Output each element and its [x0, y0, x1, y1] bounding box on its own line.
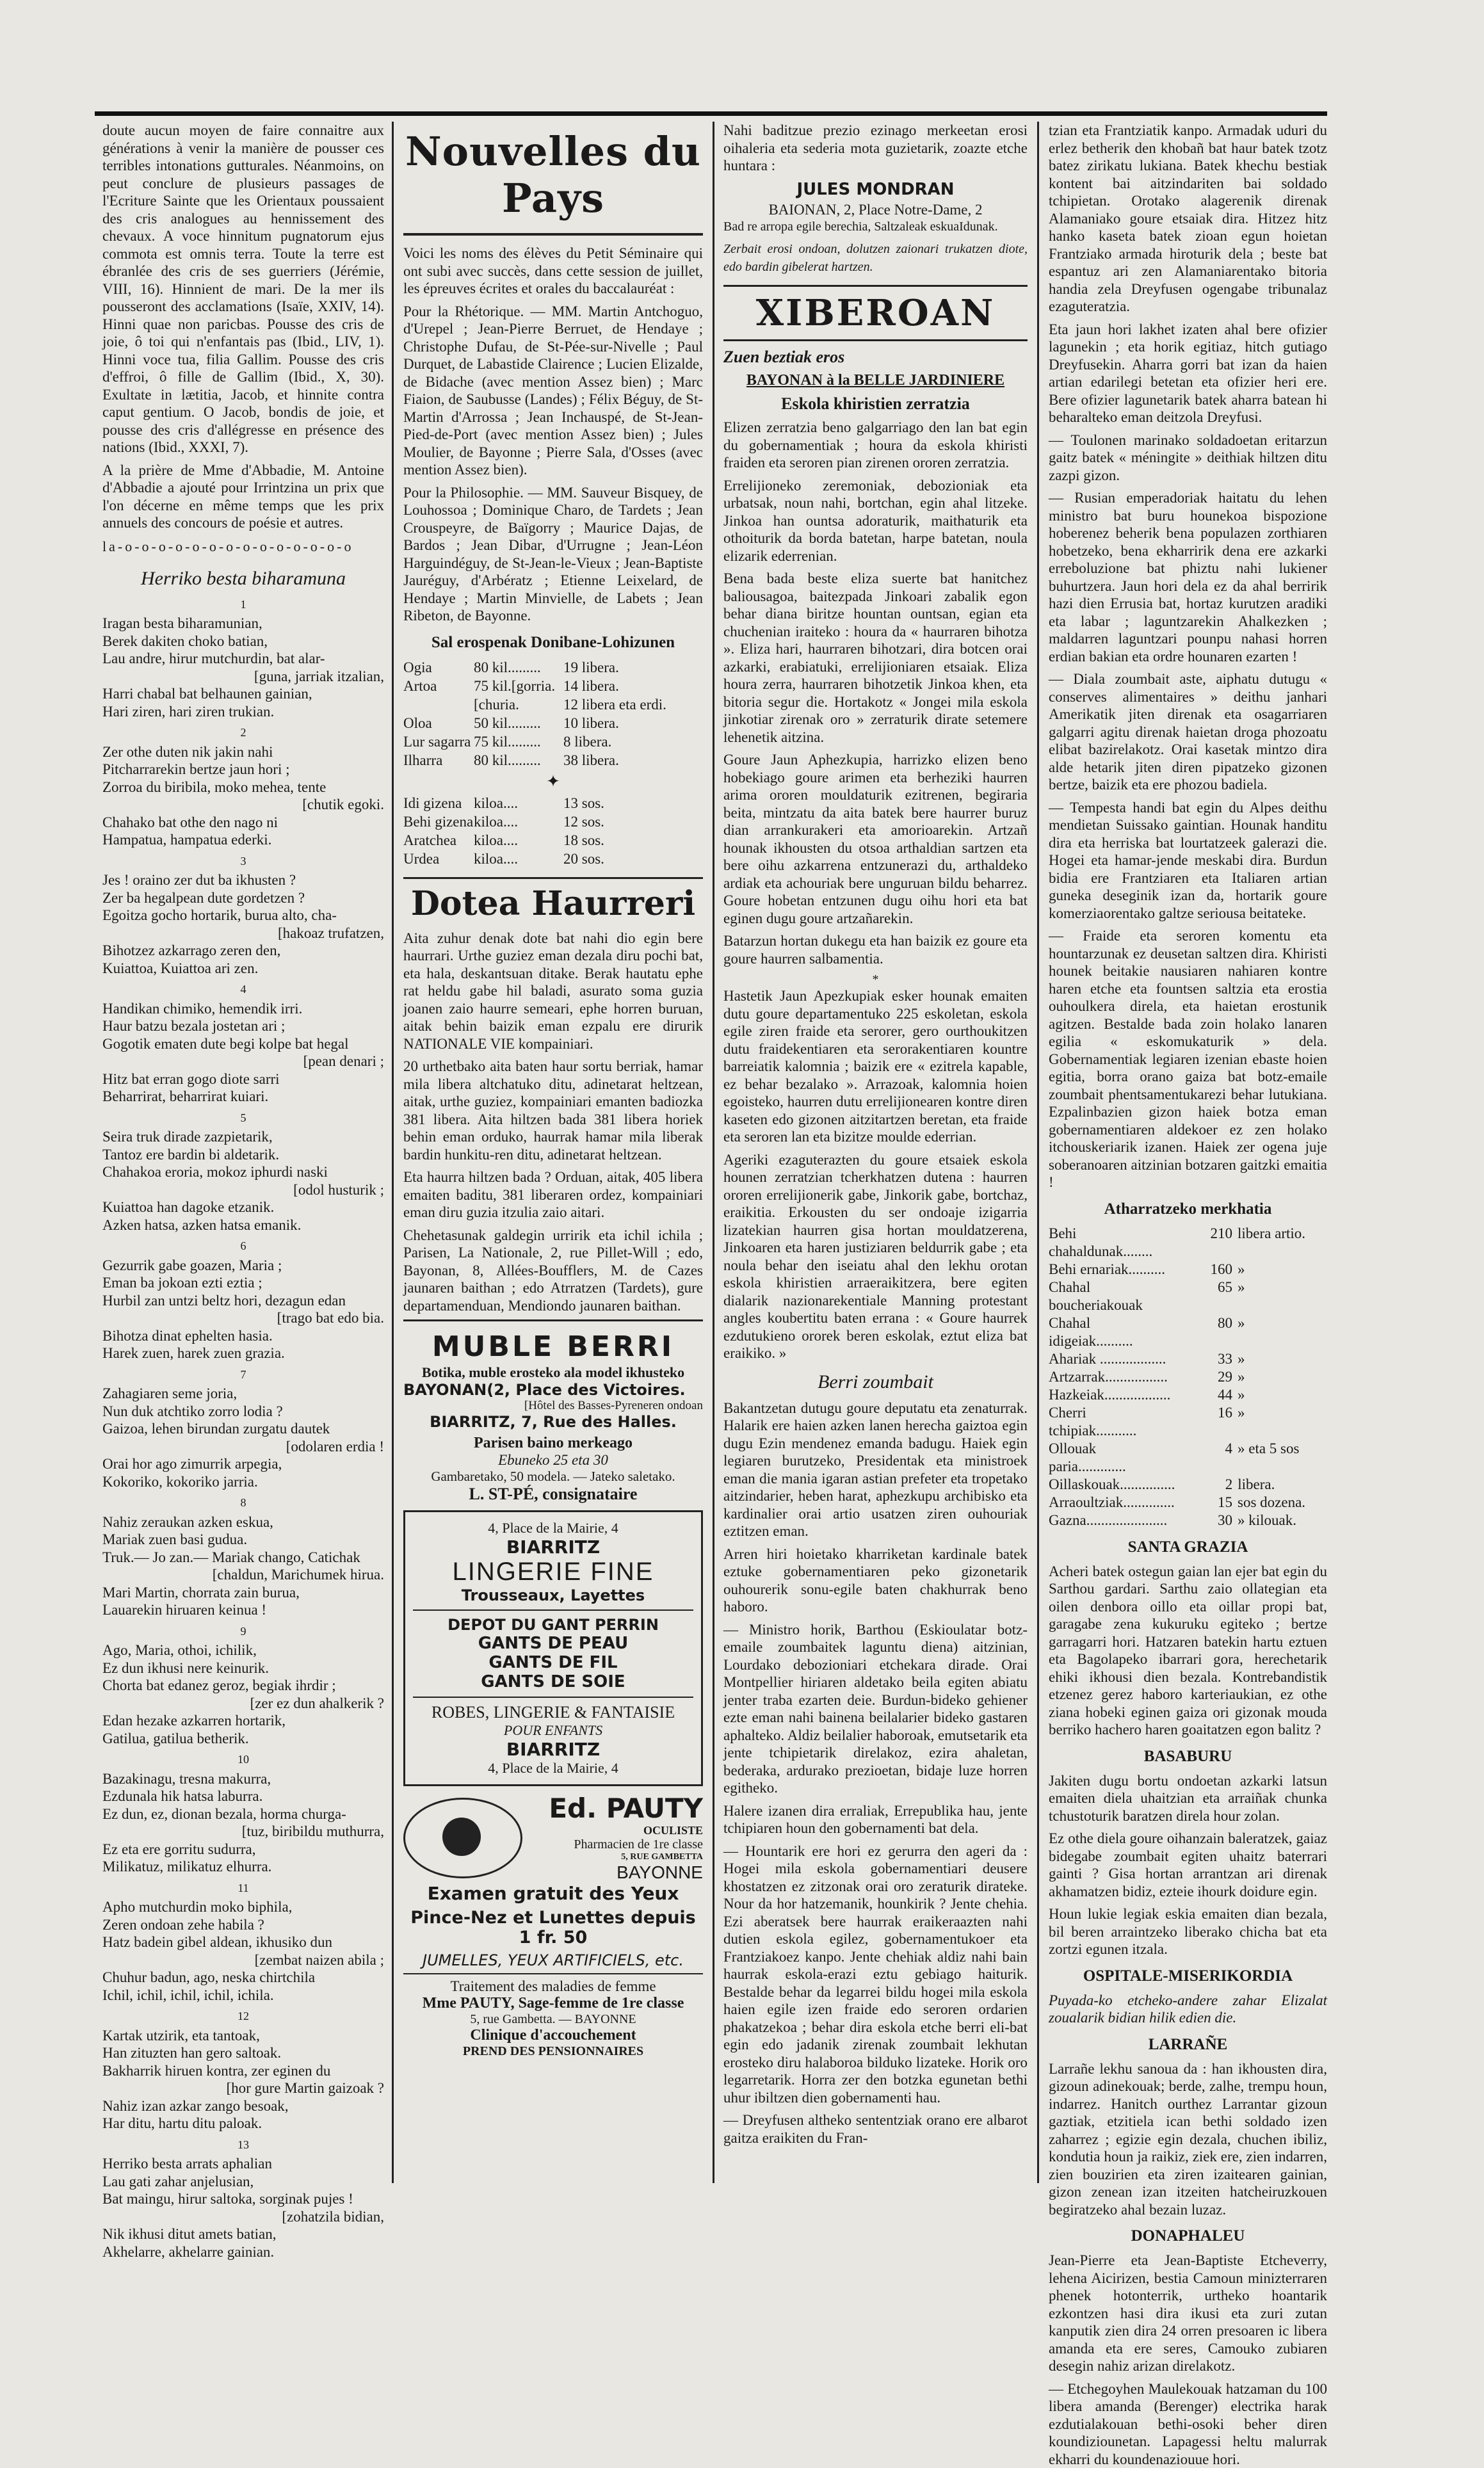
poem-line: Zer ba hegalpean dute gordetzen ?: [102, 889, 384, 907]
muble-address-note: [Hôtel des Basses-Pyreneren ondoan: [403, 1399, 703, 1413]
market-cell-r: »: [1232, 1368, 1327, 1386]
stanza-number: 13: [102, 2136, 384, 2154]
market-cell-r: »: [1232, 1314, 1327, 1350]
ad-robes: ROBES, LINGERIE & FANTAISIE: [413, 1703, 693, 1722]
poem-line: Ez eta ere gorritu sudurra,: [102, 1841, 384, 1859]
column-divider: [713, 122, 714, 2183]
poem-line: Chahakoa eroria, mokoz iphurdi naski: [102, 1163, 384, 1181]
sal-cell-name: Ogia: [403, 658, 474, 677]
market-cell-m: 80: [1175, 1314, 1232, 1350]
poem-line: [odolaren erdia !: [102, 1438, 384, 1456]
sal-cell-qty: kiloa....: [474, 812, 563, 831]
berri-title: Berri zoumbait: [723, 1371, 1028, 1393]
column-divider: [392, 122, 394, 2183]
poem-line: [tuz, biribildu muthurra,: [102, 1823, 384, 1841]
sal-cell-price: 14 libera.: [563, 677, 619, 695]
poem-line: Hurbil zan untzi beltz hori, dezagun edan: [102, 1292, 384, 1310]
stanza-number: 2: [102, 724, 384, 742]
poem-line: Bat maingu, hirur saltoka, sorginak pujes !: [102, 2190, 384, 2208]
poem-line: Edan hezake azkarren hortarik,: [102, 1712, 384, 1730]
stanza-number: 3: [102, 853, 384, 871]
column-3: [723, 122, 1028, 2202]
stanza-number: 11: [102, 1880, 384, 1898]
poem-line: Hari ziren, hari ziren trukian.: [102, 703, 384, 721]
muble-address: BAYONAN(2, Place des Victoires.: [403, 1381, 703, 1399]
poem-line: Truk.— Jo zan.— Mariak chango, Catichak: [102, 1549, 384, 1567]
sal-cell-name: Lur sagarra: [403, 732, 474, 751]
poem-line: Zahagiaren seme joria,: [102, 1385, 384, 1403]
poem-line: Berek dakiten choko batian,: [102, 633, 384, 650]
pauty-street: 5, RUE GAMBETTA: [549, 1852, 703, 1862]
divider: [403, 1973, 703, 1974]
poem-title: Herriko besta biharamuna: [102, 568, 384, 590]
market-cell-l: Ahariak ..................: [1049, 1350, 1175, 1368]
sal-cell-name: Idi gizena: [403, 794, 474, 812]
poem-line: Chahako bat othe den nago ni: [102, 814, 384, 832]
ospitale-title: OSPITALE-MISERIKORDIA: [1049, 1967, 1327, 1985]
ad-gants: GANTS DE FIL: [413, 1653, 693, 1672]
market-cell-l: Behi chahaldunak........: [1049, 1225, 1175, 1261]
poem-line: Iragan besta biharamunian,: [102, 615, 384, 633]
poem-line: Seira truk dirade zazpietarik,: [102, 1128, 384, 1146]
market-cell-r: »: [1232, 1278, 1327, 1314]
sal-cell-qty: kiloa....: [474, 794, 563, 812]
poem-line: [chaldun, Marichumek hirua.: [102, 1566, 384, 1584]
article-paragraph: — Ministro horik, Barthou (Eskioulatar botz-emaile zoumbaitek laguntu diena) aitzinian, Lourdako debozioniari etchekara dirade. Orai Montpellier hiriaren aldetako beila egiten abiatu jenter traba ezarten deie. Burdun-bideko gehiener ezte eman nahi bainena beilalarier bideko gastaren aphalteko. Aldiz beilalier haboroak, emutsetarik eta jente tchipietarik direlakoz, ezira ahaletan, bederaka, ardurako prezioetan, bidaje luze horren egitheko.: [723, 1621, 1028, 1797]
stanza-number: 6: [102, 1238, 384, 1255]
muble-signature: L. ST-PÉ, consignataire: [403, 1485, 703, 1504]
poem-line: Beharrirat, beharrirat kuiari.: [102, 1088, 384, 1106]
article-paragraph: Bena bada beste eliza suerte bat hanitchez baliousagoa, baitezpada Jinkoari zabalik egon behar diana biritze hountan ountsan, egian eta chuchenian iraiteko : houra da « haurraren bihotza ». Eliza hari, haurraren bihotzari, dira botcen orai azkarki, erabiatuki, errelijioniaren etsaiak. Eliza houra zerra, haurraren bihotzetik Jinkoa khen, eta bitoria segur die. Hortakotz « Jongei mila eskola jinkotiar zirenak oro » zerraturik dirate setemere lehenetik aitzina.: [723, 570, 1028, 746]
sal-cell-price: 8 libera.: [563, 732, 611, 751]
poem-line: Zeren ondoan zehe habila ?: [102, 1916, 384, 1934]
poem-line: Bihotza dinat ephelten hasia.: [102, 1327, 384, 1345]
poem-line: Tantoz ere bardin bi aldetarik.: [102, 1146, 384, 1164]
poem-line: Pitcharrarekin bertze jaun hori ;: [102, 761, 384, 778]
pauty-pince: Pince-Nez et Lunettes depuis 1 fr. 50: [403, 1908, 703, 1948]
sal-cell-name: Artoa: [403, 677, 474, 695]
poem-line: Gatilua, gatilua betherik.: [102, 1730, 384, 1748]
poem-line: Kuiattoa, Kuiattoa ari zen.: [102, 960, 384, 978]
poem-line: Jes ! oraino zer dut ba ikhusten ?: [102, 871, 384, 889]
article-paragraph: Arren hiri hoietako kharriketan kardinale batek eztuke gobernamentiaren peko gizonetarik ouhourerik sonu-egile baten chakhurrak beno haboro.: [723, 1545, 1028, 1616]
poem-line: Milikatuz, milikatuz elhurra.: [102, 1858, 384, 1876]
merkhatia-title: Atharratzeko merkhatia: [1049, 1200, 1327, 1218]
sal-cell-name: Aratchea: [403, 831, 474, 850]
poem-line: Ago, Maria, othoi, ichilik,: [102, 1641, 384, 1659]
poem: [102, 596, 384, 2261]
sal-row: [403, 751, 703, 770]
lingerie-ad: [403, 1510, 703, 1786]
market-row: [1049, 1350, 1327, 1368]
article-paragraph: Puyada-ko etcheko-andere zahar Elizalat zoualarik bidian hilik edien die.: [1049, 1992, 1327, 2027]
eskola-title: Eskola khiristien zerratzia: [723, 394, 1028, 414]
ad-gants: GANTS DE PEAU: [413, 1634, 693, 1653]
poem-line: Gogotik ematen dute begi kolpe bat hegal: [102, 1035, 384, 1053]
poem-line: Chuhur badun, ago, neska chirtchila: [102, 1969, 384, 1987]
market-row: [1049, 1440, 1327, 1476]
poem-line: Herriko besta arrats aphalian: [102, 2155, 384, 2173]
section-masthead: Nouvelles du Pays: [403, 122, 703, 236]
sal-cell-price: 18 sos.: [563, 831, 604, 850]
stanza-number: 10: [102, 1751, 384, 1769]
poem-line: [zembat naizen abila ;: [102, 1951, 384, 1969]
sal-cell-qty: 75 kil.........: [474, 732, 563, 751]
market-cell-m: 16: [1175, 1404, 1232, 1440]
market-cell-m: 30: [1175, 1512, 1232, 1529]
poem-line: Nahiz zeraukan azken eskua,: [102, 1513, 384, 1531]
sal-row: [403, 658, 703, 677]
sal-row: [403, 714, 703, 732]
article-paragraph: Larrañe lekhu sanoua da : han ikhousten dira, gizoun adinekouak; berde, zalhe, trempu houn, indarrez. Hanitch ourthez Larrantar gizoun gaztiak, etzitiela ican bethi soldado izen zaharrez ; egizie egin dezala, chuchen ibiliz, kondutia houn ja raikiz, ziek ere, zien indarren, zien bouzirien eta ziren izaitearen gainian, gizon zenean izan itzeiten hatcheiruzkouen begiratzeko ahal bezain luzaz.: [1049, 2060, 1327, 2219]
ad-depot: DEPOT DU GANT PERRIN: [413, 1616, 693, 1634]
market-cell-r: »: [1232, 1261, 1327, 1278]
poem-line: Hatz badein gibel aldean, ikhusiko dun: [102, 1933, 384, 1951]
market-cell-l: Cherri tchipiak...........: [1049, 1404, 1175, 1440]
ad-city: BIARRITZ: [413, 1536, 693, 1558]
sal-row: [403, 695, 703, 714]
article-paragraph: — Toulonen marinako soldadoetan eritarzun gaitz batek « méningite » deithiak hiltzen ditu zazpi gizon.: [1049, 431, 1327, 485]
dotea-paragraph: Chehetasunak galdegin urririk eta ichil ichila ; Parisen, La Nationale, 2, rue Pillet-Will ; edo, Bayonan, 8, Allées-Boufflers, M. de Cazes jaunaren baithan ; edo Atrratzen (Tardets), gure departamenduan, Mendiondo jaunaren baithan.: [403, 1227, 703, 1315]
market-cell-m: 29: [1175, 1368, 1232, 1386]
sal-cell-price: 20 sos.: [563, 850, 604, 868]
poem-line: Harek zuen, harek zuen grazia.: [102, 1344, 384, 1362]
market-cell-r: »: [1232, 1386, 1327, 1404]
poem-line: Lau andre, hirur mutchurdin, bat alar-: [102, 650, 384, 668]
poem-line: Haur batzu bezala jostetan ari ;: [102, 1017, 384, 1035]
market-cell-l: Ollouak paria.............: [1049, 1440, 1175, 1476]
market-cell-l: Oillaskouak...............: [1049, 1476, 1175, 1494]
poem-line: Eman ba jokoan ezti eztia ;: [102, 1274, 384, 1292]
ornament-divider: *: [723, 972, 1028, 987]
ad-rule: [413, 1697, 693, 1698]
article-paragraph: Houn lukie legiak eskia emaiten dian bezala, bil beren arraintzeko liberako chicha bat eta zortzi egunen itzala.: [1049, 1905, 1327, 1958]
poem-line: Orai hor ago zimurrik arpegia,: [102, 1455, 384, 1473]
poem-line: Ichil, ichil, ichil, ichil, ichila.: [102, 1987, 384, 2004]
poem-line: Hitz bat erran gogo diote sarri: [102, 1070, 384, 1088]
poem-line: Chorta bat edanez geroz, begiak ihrdir ;: [102, 1677, 384, 1695]
poem-line: Nik ikhusi ditut amets batian,: [102, 2225, 384, 2243]
sal-row: [403, 677, 703, 695]
ad-enfants: POUR ENFANTS: [413, 1722, 693, 1739]
eye-icon: [403, 1798, 522, 1878]
poem-line: Kartak utzirik, eta tantoak,: [102, 2027, 384, 2045]
market-cell-l: Hazkeiak..................: [1049, 1386, 1175, 1404]
dotea-paragraph: Eta haurra hiltzen bada ? Orduan, aitak, 405 libera emaiten baditu, 381 liberaren ordez, kompainiari eman diru guzia itzulia zaio aitari.: [403, 1168, 703, 1222]
sal-row: [403, 732, 703, 751]
donaphaleu-title: DONAPHALEU: [1049, 2227, 1327, 2245]
pauty-pension: PREND DES PENSIONNAIRES: [403, 2044, 703, 2059]
mondran-intro: Nahi baditzue prezio ezinago merkeetan erosi oihaleria eta sederia mota guzietarik, zoazte etche huntara :: [723, 122, 1028, 175]
pauty-jumelles: JUMELLES, YEUX ARTIFICIELS, etc.: [403, 1951, 703, 1969]
poem-line: Nahiz izan azkar zango besoak,: [102, 2097, 384, 2115]
sal-cell-qty: 75 kil.[gorria.: [474, 677, 563, 695]
ad-trousseaux: Trousseaux, Layettes: [413, 1586, 693, 1604]
ad-gants: GANTS DE SOIE: [413, 1672, 693, 1691]
xiberoan-title: XIBEROAN: [723, 285, 1028, 341]
market-row: [1049, 1512, 1327, 1529]
column-divider: [1037, 122, 1039, 2183]
sal-cell-price: 10 libera.: [563, 714, 619, 732]
article-paragraph: Ageriki ezaguterazten du goure etsaiek eskola hounen zerratzian tcherkhatzen dutena : haurren ororen errelijionerik gabe, Jinkorik gabe, bortchaz, eraikitia. Erkousten du ser ondoaje izigarria lizatekian haurren gisa hortan mouldatzerena, Jinkoaren eta haren justiziaren beldurrik gabe ; eta noula behar den iseiatu ahal den lekhu orotan eskola khiristien arraeraikitzera, bere egiten dialarik nazionarekentiale Manning protestant angles koubertitu baten errana : « Goure haurrek ezdutukieno ororek beren eskolak, eztut eliza bat eraikiko. »: [723, 1151, 1028, 1362]
santa-title: SANTA GRAZIA: [1049, 1538, 1327, 1556]
dotea-paragraph: 20 urthetbako aita baten haur sortu berriak, hamar mila libera altchatuko ditu, adinetarat heltzean, aitak, urthe guziez, kompainiari emanten badiozka 381 libera. Aita hiltzen bada 381 libera horiek behin eman orduko, haurrak hamar mila liberak bardin hunkitu-ren ditu, adinetarat heltzean.: [403, 1058, 703, 1163]
article-paragraph: tzian eta Frantziatik kanpo. Armadak uduri du erlez betherik den khobañ bat haur batek tzotz batez zirikatu lukiana. Batek khechu bestiak kontent bai aitzindariten bai soldado tchipietan. Orotako alagerenik direnak Alamaniako goure etsaiak dira. Hitzez hitz hanko kaseta batek zioan egun hoietan Frantziako armada hiroturik dela ; beste bat espantuz ari zen Alamaniarentako bitoria handia zela Dreyfusen ogengabe tribunalaz ezaguteratzia.: [1049, 122, 1327, 316]
poem-line: Bazakinagu, tresna makurra,: [102, 1770, 384, 1788]
poem-line: Harri chabal bat belhaunen gainian,: [102, 685, 384, 703]
sal-cell-name: Oloa: [403, 714, 474, 732]
article-paragraph: — Etchegoyhen Maulekouak hatzaman du 100 libera amanda (Berenger) electrika harak ezdutialakouan bethi-osoki beher diren koundiziounetan. Lapagessi heltu malurrak ekharri du koundenaziouue hori.: [1049, 2380, 1327, 2468]
rhetorique-paragraph: Pour la Rhétorique. — MM. Martin Antchoguo, d'Urepel ; Jean-Pierre Berruet, de Hendaye ; Christophe Dufau, de St-Pée-sur-Nivelle ; Paul Durquet, de Labastide Clairence ; Lucien Elizalde, de Bidache (avec mention Assez bien) ; Marc Fiaion, de Saubusse (Landes) ; Félix Béguy, de St-Martin d'Arrossa ; Jean Inchauspé, de St-Jean-Pied-de-Port (avec mention Assez bien) ; Jules Moulier, de Bayonne ; Pierre Sala, d'Osses (avec mention Assez bien).: [403, 303, 703, 479]
muble-price: Ebuneko 25 eta 30: [403, 1452, 703, 1469]
poem-line: Kuiattoa han dagoke etzanik.: [102, 1198, 384, 1216]
stanza-number: 4: [102, 981, 384, 999]
poem-line: Gezurrik gabe goazen, Maria ;: [102, 1257, 384, 1275]
sal-row: [403, 812, 703, 831]
stanza-number: 5: [102, 1109, 384, 1127]
pauty-mme: Mme PAUTY, Sage-femme de 1re classe: [403, 1995, 703, 2012]
muble-address-biarritz: BIARRITZ, 7, Rue des Halles.: [403, 1413, 703, 1431]
market-row: [1049, 1494, 1327, 1512]
market-row: [1049, 1404, 1327, 1440]
market-cell-r: » kilouak.: [1232, 1512, 1327, 1529]
poem-line: Apho mutchurdin moko biphila,: [102, 1898, 384, 1916]
poem-line: [zer ez dun ahalkerik ?: [102, 1695, 384, 1713]
poem-line: [odol husturik ;: [102, 1181, 384, 1199]
sal-row: [403, 850, 703, 868]
sal-cell-qty: 80 kil.........: [474, 658, 563, 677]
article-paragraph: Eta jaun hori lakhet izaten ahal bere ofizier lagunekin ; eta horik egitiaz, hitch gutiago Dreyfusekin. Aharra gorri bat izan da haien artian edarilegi betetan eta ofizier heri ere. Bere ofizier lagunetarik batek aharra batean hi beharalteko eman deitzola Dreyfusi.: [1049, 321, 1327, 426]
article-paragraph: Acheri batek ostegun gaian lan ejer bat egin du Sarthou gardari. Sarthu zaio ollategian eta oilen denbora oillo eta oillar propi bat, garagabe zena kukuruku egiteko ; bertze garragarri hori. Hatzaren batekin hartu eztuen eta Bagolapeko ibarrari gora, herechetarik ehiki ikhousi dien bezala. Kontrebandistik etzenez gerez haboro karteriaukian, ez othe ziana hobeki eginen gaiza ori gizonak mouda berriko hachero haren goaitatzen egon balitz ?: [1049, 1563, 1327, 1739]
article-paragraph: Jean-Pierre eta Jean-Baptiste Etcheverry, lehena Aicirizen, bestia Camoun minizterraren phenek hotonterrik, urtheko hoantarik ezkontzen hasi dira ikusi eta zuri zutan kanputik zien dira 24 orren presoaren ic libera amanda eta ere seres, Camouko zubiaren desegin nahiz arizan direlakotz.: [1049, 2252, 1327, 2375]
article-paragraph: — Diala zoumbait aste, aiphatu dutugu « conserves alimentaires » deithu janhari Amerikatik jiten direnak eta osagarriaren galgarri agitu direnak haietan droga phozoatu elibat bazirelakotz. Orai kasetak mintzo dira alde hetarik jiten diren pipatzeko gizonen bertze, baizik eta ere phozou badiela.: [1049, 670, 1327, 794]
sal-cell-name: Urdea: [403, 850, 474, 868]
poem-line: Har ditu, hartu ditu paloak.: [102, 2115, 384, 2133]
poem-line: Zorroa du biribila, moko mehea, tente: [102, 778, 384, 796]
sal-table: [403, 658, 703, 770]
belle-jardiniere: BAYONAN à la BELLE JARDINIERE: [723, 372, 1028, 389]
muble-subtitle: Botika, muble erosteko ala model ikhusteko: [403, 1364, 703, 1381]
poem-line: Lauarekin hiruaren keinua !: [102, 1601, 384, 1619]
zuen-subtitle: Zuen beztiak eros: [723, 348, 1028, 367]
sal-cell-qty: 50 kil.........: [474, 714, 563, 732]
poem-line: [pean denari ;: [102, 1053, 384, 1070]
sal-row: [403, 831, 703, 850]
market-cell-r: »: [1232, 1350, 1327, 1368]
poem-line: Nun duk atchtiko zorro lodia ?: [102, 1403, 384, 1421]
dotea-title: Dotea Haurreri: [403, 877, 703, 923]
poem-line: Mari Martin, chorrata zain burua,: [102, 1584, 384, 1602]
article-paragraph: Bakantzetan dutugu goure deputatu eta zenaturrak. Halarik ere haien azken lanen herecha gaiztoa egin dugu Ezin mendenez emanda badugu. Haiek egin legiaren burutzeko, Presidentak eta ministroek eman die mania igaran astian prefeter eta tropetako aitzindarier, heben harat, aphezkupu archibisko eta kardinalier orai artio usatzen ziren ouhouriak eztitzen eman.: [723, 1399, 1028, 1540]
market-cell-r: libera artio.: [1232, 1225, 1327, 1261]
ad-lingerie: LINGERIE FINE: [413, 1558, 693, 1586]
market-row: [1049, 1476, 1327, 1494]
pauty-role: OCULISTE: [549, 1824, 703, 1837]
poem-line: Mariak zuen basi gudua.: [102, 1531, 384, 1549]
pauty-pharmacien: Pharmacien de 1re classe: [549, 1837, 703, 1852]
muble-title: MUBLE BERRI: [403, 1330, 703, 1363]
column-1: [102, 122, 384, 2202]
sal-title: Sal erospenak Donibane-Lohizunen: [403, 634, 703, 652]
stanza-number: 1: [102, 596, 384, 614]
sal-cell-price: 19 libera.: [563, 658, 619, 677]
divider: [403, 1319, 703, 1321]
article-paragraph: — Tempesta handi bat egin du Alpes deithu mendietan Suissako gaintian. Hounak handitu dira eta herriska bat lourtatzeek galerazi die. Hogei eta hamar-jende meskabi dira. Burdun bidia ere Frantziaren eta Italiaren artian guneka deseginik izan da, hortarik goure komerziaorentako galtze seriousa beitateke.: [1049, 799, 1327, 923]
pauty-traitement: Traitement des maladies de femme: [403, 1978, 703, 1995]
poem-line: Gaizoa, lehen birundan zurgatu dautek: [102, 1420, 384, 1438]
market-cell-l: Gazna......................: [1049, 1512, 1175, 1529]
poem-line: Egoitza gocho hortarik, burua alto, cha-: [102, 907, 384, 924]
market-cell-l: Artzarrak.................: [1049, 1368, 1175, 1386]
column-4: [1049, 122, 1327, 2202]
poem-line: Ez dun ikhusi nere keinurik.: [102, 1659, 384, 1677]
sal-cell-qty: [churia.: [474, 695, 563, 714]
market-row: [1049, 1225, 1327, 1261]
article-paragraph: Ez othe diela goure oihanzain baleratzek, gaiaz bidegabe zoumbait egiten uhaitz baterrari gainti ? Gisa hortan arrantzan ari direnak akhamatzen bidiz, ezteie ihourk doidure egin.: [1049, 1830, 1327, 1900]
ornament-divider: la-o-o-o-o-o-o-o-o-o-o-o-o-o-o: [102, 538, 384, 555]
market-cell-m: 15: [1175, 1494, 1232, 1512]
poem-line: Han zituzten han gero saltoak.: [102, 2044, 384, 2062]
seminaire-paragraph: Voici les noms des élèves du Petit Séminaire qui ont subi avec succès, dans cette session de juillet, les épreuves écrites et orales du baccalauréat :: [403, 245, 703, 298]
poem-line: [trago bat edo bia.: [102, 1309, 384, 1327]
pauty-city: BAYONNE: [549, 1862, 703, 1883]
market-cell-l: Behi ernariak..........: [1049, 1261, 1175, 1278]
prize-paragraph: A la prière de Mme d'Abbadie, M. Antoine d'Abbadie a ajouté pour Irrintzina un prix que l'on décerne en même temps que les prix annuels des concours de poésie et autres.: [102, 462, 384, 532]
poem-line: [guna, jarriak itzalian,: [102, 668, 384, 686]
market-cell-m: 160: [1175, 1261, 1232, 1278]
pauty-ad: [403, 1793, 703, 2059]
jules-text: Bad re arropa egile berechia, Saltzaleak eskuaIdunak.: [723, 218, 1028, 236]
ad-rule: [413, 1609, 693, 1611]
sal-cell-price: 38 libera.: [563, 751, 619, 770]
article-paragraph: — Dreyfusen altheko sententziak orano ere albarot gaitza eraikiten du Fran-: [723, 2111, 1028, 2147]
article-paragraph: — Rusian emperadoriak haitatu du lehen ministro bat buru hounekoa bispozione hoberenez beherik bena populazen zorthiaren hobetzeko, bena ekharririk dena ere azkarki erreboluzione bat phiztu nahi lukiener buhurtzera. Jaun hori dela ez da ahal berririk hazi dien Errusia bat, hortaz kurutzen aradiki eta labar ; laguntzarekin Ahalkezken ; maldarren laguntzari pounpu nahasi horren erdian bakian eta ordre hounaren ezarten !: [1049, 489, 1327, 665]
article-paragraph: Jakiten dugu bortu ondoetan azkarki latsun emaiten diela uhaitzian eta arraiñak chunka tchustoturik baratzen direla hour zolan.: [1049, 1772, 1327, 1825]
poem-line: Ez dun, ez, dionan bezala, horma churga-: [102, 1805, 384, 1823]
article-paragraph: Goure Jaun Aphezkupia, harrizko elizen beno hobekiago goure arimen eta berheziki haurren arima ororen mouldaturik ezitrenen, begiraria beita, mintzatu da aita batek bere haurrer buruz dian arrankurakeri eta amorioarekin. Artzañ hounak ikhousten du otsoa arthaldian sartzen eta bere oihu azkarrena entzunerazi du, arthaldeko ardiak eta achouriak bere unguruan bildu beharrez. Goure hobetan entzunen dugu oihu hori eta bat eginen dugu goure artzañarekin.: [723, 751, 1028, 927]
top-rule: [95, 111, 1327, 116]
article-paragraph: — Fraide eta seroren komentu eta hountarzunak ez deusetan saltzen dira. Khiristi hounek beitakie nausiaren nahiaren kontre haren etche eta fountsen saltzia eta erostia ouhoulkera direla, eta haietan erostunik agitzen. Bestalde bada zoin holako lanaren egilia « eskomukaturik » dela. Gobernamentiak legiaren izenian ebaste hoien egitia, borra orano gaiza bat botz-emaile zoumbait phentsamentukarezi behar lutukiana. Ezpalinbazien gizon haiek botza eman gobernamentiaren aldekoer ez zen holako itchouskeriarik izanen. Haiek zer ogena juje soberanoaren aitzinian botzaren gaitzki emaitia !: [1049, 927, 1327, 1191]
article-paragraph: Halere izanen dira erraliak, Errepublika hau, jente tchipiaren houn den gobernamenti bat dela.: [723, 1802, 1028, 1837]
market-cell-r: libera.: [1232, 1476, 1327, 1494]
market-cell-m: 65: [1175, 1278, 1232, 1314]
article-paragraph: Elizen zerratzia beno galgarriago den lan bat egin du gobernamentiak ; houra da eskola khiristi fraiden eta seroren pian zirenen ororen zerratzia.: [723, 419, 1028, 472]
poem-line: Bakharrik hiruen kontra, zer eginen du: [102, 2062, 384, 2080]
market-cell-r: sos dozena.: [1232, 1494, 1327, 1512]
ad-address: 4, Place de la Mairie, 4: [413, 1760, 693, 1777]
ad-address: 4, Place de la Mairie, 4: [413, 1520, 693, 1536]
market-cell-m: 2: [1175, 1476, 1232, 1494]
market-cell-m: 210: [1175, 1225, 1232, 1261]
muble-parisen: Parisen baino merkeago: [403, 1435, 703, 1452]
market-cell-m: 4: [1175, 1440, 1232, 1476]
sal-cell-qty: 80 kil.........: [474, 751, 563, 770]
sal-cell-name: Behi gizena: [403, 812, 474, 831]
poem-line: Bihotzez azkarrago zeren den,: [102, 942, 384, 960]
market-row: [1049, 1278, 1327, 1314]
poem-line: Ezdunala hik hatsa laburra.: [102, 1787, 384, 1805]
column-2: [403, 122, 703, 2202]
article-paragraph: Hastetik Jaun Apezkupiak esker hounak emaiten dutu goure departamentuko 225 eskoletan, eskola egile ziren fraide eta serorer, gero ourthoukitzen dutu fraidekentiaren eta serorakentiaren kountre barreiatik kalomnia ; baizik ere « ezitrela kapable, ez behar bezalako ». Arrazoak, kalomnia hoien egoisteko, haurren dutu errelijionearen kontre diren kaseten edo gizonen aitzitartzen beretan, eta fraide eta seroren lan eta bizitze moulde ederrian.: [723, 987, 1028, 1146]
basaburu-title: BASABURU: [1049, 1748, 1327, 1766]
poem-line: Lau gati zahar anjelusian,: [102, 2173, 384, 2191]
sal-cell-name: [403, 695, 474, 714]
article-paragraph: Batarzun hortan dukegu eta han baizik ez goure eta goure haurren salbamentia.: [723, 932, 1028, 967]
market-cell-l: Arraoultziak..............: [1049, 1494, 1175, 1512]
stanza-number: 12: [102, 2008, 384, 2026]
market-cell-m: 33: [1175, 1350, 1232, 1368]
market-cell-m: 44: [1175, 1386, 1232, 1404]
sal-row: [403, 794, 703, 812]
market-cell-l: Chahal boucheriakouak: [1049, 1278, 1175, 1314]
market-row: [1049, 1314, 1327, 1350]
muble-gambara: Gambaretako, 50 modela. — Jateko saletako.: [403, 1469, 703, 1485]
poem-line: Zer othe duten nik jakin nahi: [102, 743, 384, 761]
poem-line: [hor gure Martin gaizoak ?: [102, 2079, 384, 2097]
pauty-name: Ed. PAUTY: [549, 1793, 703, 1824]
market-cell-r: » eta 5 sos: [1232, 1440, 1327, 1476]
sal-cell-price: 12 libera eta erdi.: [563, 695, 666, 714]
ad-city: BIARRITZ: [413, 1739, 693, 1760]
sal-cell-name: Ilharra: [403, 751, 474, 770]
pauty-exam: Examen gratuit des Yeux: [403, 1883, 703, 1904]
poem-line: Azken hatsa, azken hatsa emanik.: [102, 1216, 384, 1234]
star-ornament: ✦: [403, 772, 703, 791]
sal-cell-qty: kiloa....: [474, 831, 563, 850]
jules-text: Zerbait erosi ondoan, dolutzen zaionari trukatzen diote, edo bardin gibelerat hartzen.: [723, 241, 1028, 276]
dotea-paragraph: Aita zuhur denak dote bat nahi dio egin bere haurrari. Urthe guziez eman dezala diru pochi bat, eta hala, deskantsuan ditake. Berak hautatu ephe rat heldu gabe hil baladi, asurato soma guzia joanen zaio haurre semeari, ephe horren buruan, aitak behin baizik eman ezpalu ere dirurik NATIONALE VIE kompainiari.: [403, 930, 703, 1053]
market-row: [1049, 1368, 1327, 1386]
poem-line: [zohatzila bidian,: [102, 2208, 384, 2226]
sal-cell-price: 13 sos.: [563, 794, 604, 812]
sal-cell-qty: kiloa....: [474, 850, 563, 868]
market-cell-r: »: [1232, 1404, 1327, 1440]
poem-line: Akhelarre, akhelarre gainian.: [102, 2243, 384, 2261]
sal-cell-price: 12 sos.: [563, 812, 604, 831]
poem-line: Kokoriko, kokoriko jarria.: [102, 1473, 384, 1491]
poem-line: Hampatua, hampatua ederki.: [102, 831, 384, 849]
larrane-title: LARRAÑE: [1049, 2036, 1327, 2054]
sal-table-meat: [403, 794, 703, 868]
jules-mondran: JULES MONDRAN: [723, 180, 1028, 199]
article-paragraph: — Hountarik ere hori ez gerurra den ageri da : Hogei mila eskola gobernamentiari deusere khostatzen ez zitzonak orai oro zeraturik dirateke. Nour da hor hatzemanik, hounkirik ? Jente chehia. Ezi aberatsek bere haurrak eraikeraazten nahi dutien eskola egilez, gobernamentukoer eta Frantziakoez kanpo. Jente chehiak aldiz nahi bain haurrak eskola-erazi eztu gebiago haiturik. Bestalde behar da legarrei bildu hogei mila eskola haien egile izen fraide edo seroren ordarien phakatzekoa ; behar dira eskola etche berri eli-bat egin edo jadanik zirenak zoumbait lekhutan erosteko diru halaboroa bilduko lizateke. Horik oro legarretarik. Horra zer den botzka egunetan bethi uhur ibiltzen dien gobernamenti hau.: [723, 1843, 1028, 2107]
stanza-number: 7: [102, 1366, 384, 1384]
market-table: [1049, 1225, 1327, 1529]
stanza-number: 8: [102, 1494, 384, 1512]
poem-line: Handikan chimiko, hemendik irri.: [102, 1000, 384, 1018]
philosophie-paragraph: Pour la Philosophie. — MM. Sauveur Bisquey, de Louhossoa ; Dominique Charo, de Tardets ; Jean Crouspeyre, de Baïgorry ; Maurice Dajas, de Bardos ; Jean Dibar, d'Urrugne ; Jean-Léon Harguindéguy, de St-Jean-le-Vieux ; Jean-Baptiste Jauréguy, d'Arbératz ; Etienne Leixelard, de Hendaye ; Martin Minvielle, de Labets ; Jean Ribeton, de Bayonne.: [403, 484, 703, 625]
pauty-rue: 5, rue Gambetta. — BAYONNE: [403, 2012, 703, 2027]
intro-paragraph: doute aucun moyen de faire connaitre aux générations à venir la manière de pousser ces terribles intonations gutturales. Néanmoins, on peut conclure de plusieurs passages de l'Ecriture Sainte que les Orientaux poussaient des cris analogues au hennissement des chevaux. A voce hinnitum pugnatorum ejus commota est omnis terra. Toute la terre est ébranlée des cris de ses guerriers (Jérémie, VIII, 16). Hinnient de mari. De la mer ils pousseront des acclamations (Isaïe, XXIV, 14). Hinni quae non paricbas. Pousse des cris de joie, ô toi qui n'enfantais pas (Ibid., LIV, 1). Hinni voce tua, filia Gallim. Pousse des cris d'effroi, ô fille de Gallim (Ibid., X, 30). Exultate in lætitia, Jacob, et hinnite contra caput gentium. O Jacob, bondis de joie, et pousse des cris d'allégresse en présence des nations (Ibid., XXXI, 7).: [102, 122, 384, 456]
poem-line: [chutik egoki.: [102, 796, 384, 814]
article-paragraph: Errelijioneko zeremoniak, debozioniak eta urbatsak, noun nahi, bortchan, egin ahal litzeke. Jinkoa han ountsa adoraturik, maithaturik eta othoiturik da borda batetan, harpe batetan, noula elizarik ederrenian.: [723, 477, 1028, 565]
market-row: [1049, 1386, 1327, 1404]
poem-line: [hakoaz trufatzen,: [102, 924, 384, 942]
stanza-number: 9: [102, 1623, 384, 1641]
market-row: [1049, 1261, 1327, 1278]
pauty-clinique: Clinique d'accouchement: [403, 2027, 703, 2044]
market-cell-l: Chahal idigeiak..........: [1049, 1314, 1175, 1350]
jules-address: BAIONAN, 2, Place Notre-Dame, 2: [723, 202, 1028, 218]
